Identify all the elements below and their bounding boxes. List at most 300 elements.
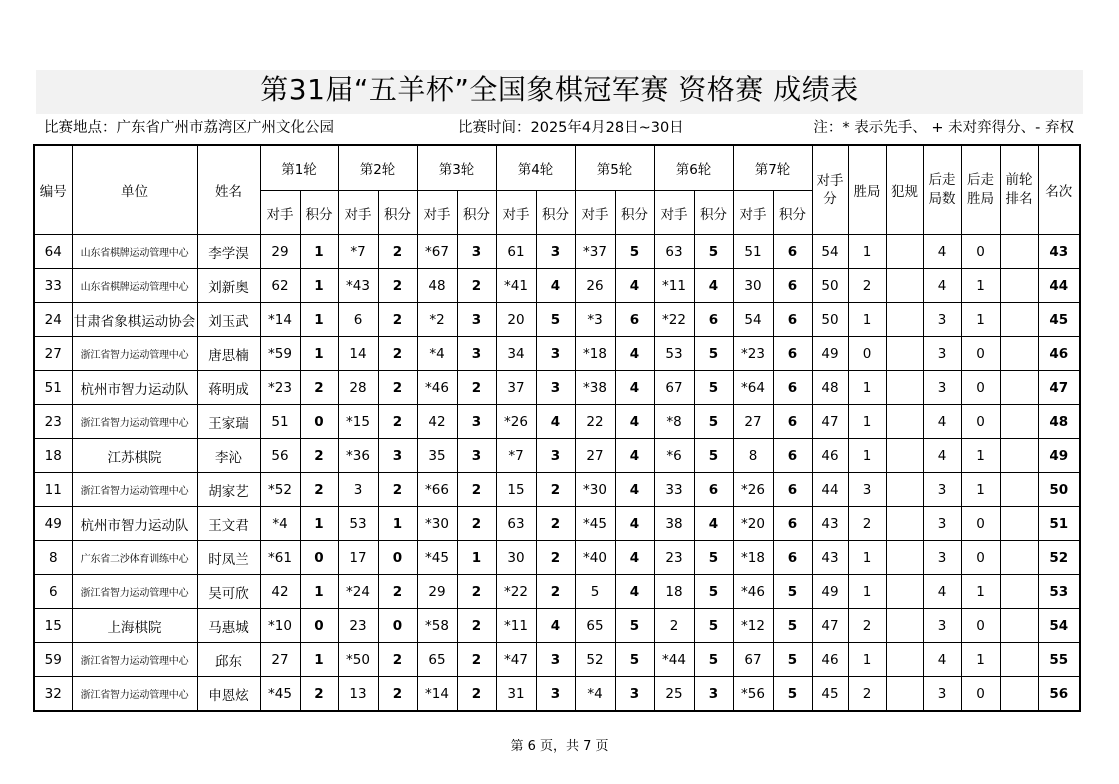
round-points-cell: 1 <box>300 337 338 371</box>
round-points-cell: 5 <box>615 235 654 269</box>
round-points-cell: 3 <box>615 677 654 712</box>
round-opponent-cell: 5 <box>575 575 615 609</box>
round-points-cell: 5 <box>694 371 733 405</box>
round-opponent-cell: *4 <box>417 337 457 371</box>
round-opponent-cell: 38 <box>654 507 694 541</box>
black-wins-cell: 1 <box>961 269 1000 303</box>
round-opponent-cell: *45 <box>575 507 615 541</box>
header-name: 姓名 <box>197 145 260 235</box>
black-wins-cell: 1 <box>961 643 1000 677</box>
round-opponent-cell: 63 <box>496 507 536 541</box>
prev-rank-cell <box>1000 643 1038 677</box>
player-name-cell: 李沁 <box>197 439 260 473</box>
round-opponent-cell: *4 <box>260 507 300 541</box>
round-points-cell: 5 <box>615 609 654 643</box>
black-games-cell: 4 <box>923 575 961 609</box>
unit-cell: 浙江省智力运动管理中心 <box>72 575 197 609</box>
fouls-cell <box>886 303 923 337</box>
table-row <box>34 473 1080 507</box>
round-points-cell: 2 <box>300 677 338 712</box>
header-round-7: 第7轮 <box>733 145 812 191</box>
round-opponent-cell: *46 <box>733 575 773 609</box>
round-points-cell: 2 <box>378 405 417 439</box>
player-name-cell: 蒋明成 <box>197 371 260 405</box>
round-points-cell: 0 <box>378 541 417 575</box>
round-points-cell: 6 <box>694 303 733 337</box>
round-opponent-cell: *12 <box>733 609 773 643</box>
header-points: 积分 <box>378 191 417 235</box>
round-opponent-cell: *8 <box>654 405 694 439</box>
round-points-cell: 4 <box>615 405 654 439</box>
round-points-cell: 2 <box>457 643 496 677</box>
opponent-score-cell: 43 <box>812 507 848 541</box>
black-games-cell: 4 <box>923 643 961 677</box>
player-name-cell: 王家瑞 <box>197 405 260 439</box>
wins-cell: 0 <box>848 337 886 371</box>
round-opponent-cell: *23 <box>260 371 300 405</box>
round-opponent-cell: *24 <box>338 575 378 609</box>
fouls-cell <box>886 269 923 303</box>
round-opponent-cell: 53 <box>338 507 378 541</box>
black-games-cell: 3 <box>923 677 961 712</box>
round-points-cell: 3 <box>457 405 496 439</box>
round-points-cell: 2 <box>536 507 575 541</box>
round-points-cell: 2 <box>457 507 496 541</box>
table-body <box>34 235 1080 712</box>
prev-rank-cell <box>1000 439 1038 473</box>
round-points-cell: 3 <box>457 235 496 269</box>
prev-rank-cell <box>1000 541 1038 575</box>
prev-rank-cell <box>1000 269 1038 303</box>
unit-cell: 浙江省智力运动管理中心 <box>72 473 197 507</box>
round-opponent-cell: *50 <box>338 643 378 677</box>
round-opponent-cell: *64 <box>733 371 773 405</box>
fouls-cell <box>886 235 923 269</box>
round-opponent-cell: 65 <box>575 609 615 643</box>
round-opponent-cell: *56 <box>733 677 773 712</box>
black-wins-cell: 0 <box>961 507 1000 541</box>
round-points-cell: 6 <box>773 337 812 371</box>
unit-cell: 江苏棋院 <box>72 439 197 473</box>
black-games-cell: 4 <box>923 269 961 303</box>
black-wins-cell: 1 <box>961 439 1000 473</box>
round-opponent-cell: *6 <box>654 439 694 473</box>
wins-cell: 1 <box>848 371 886 405</box>
round-points-cell: 3 <box>694 677 733 712</box>
round-opponent-cell: *18 <box>733 541 773 575</box>
rank-cell: 44 <box>1038 269 1080 303</box>
round-opponent-cell: 25 <box>654 677 694 712</box>
round-opponent-cell: 56 <box>260 439 300 473</box>
round-points-cell: 6 <box>773 507 812 541</box>
player-id-cell: 33 <box>34 269 72 303</box>
unit-cell: 广东省二沙体育训练中心 <box>72 541 197 575</box>
round-opponent-cell: 51 <box>260 405 300 439</box>
opponent-score-cell: 47 <box>812 405 848 439</box>
round-opponent-cell: 27 <box>733 405 773 439</box>
round-opponent-cell: *14 <box>417 677 457 712</box>
page-title: 第31届“五羊杯”全国象棋冠军赛 资格赛 成绩表 <box>260 73 859 106</box>
fouls-cell <box>886 643 923 677</box>
wins-cell: 2 <box>848 677 886 712</box>
opponent-score-cell: 45 <box>812 677 848 712</box>
round-opponent-cell: *44 <box>654 643 694 677</box>
prev-rank-cell <box>1000 609 1038 643</box>
round-opponent-cell: *36 <box>338 439 378 473</box>
round-opponent-cell: 62 <box>260 269 300 303</box>
round-points-cell: 4 <box>694 507 733 541</box>
player-id-cell: 23 <box>34 405 72 439</box>
round-opponent-cell: *15 <box>338 405 378 439</box>
player-name-cell: 吴可欣 <box>197 575 260 609</box>
table-row <box>34 677 1080 712</box>
round-points-cell: 3 <box>457 439 496 473</box>
round-opponent-cell: *61 <box>260 541 300 575</box>
header-points: 积分 <box>300 191 338 235</box>
black-wins-cell: 1 <box>961 473 1000 507</box>
black-wins-cell: 0 <box>961 337 1000 371</box>
round-points-cell: 4 <box>615 541 654 575</box>
round-opponent-cell: 8 <box>733 439 773 473</box>
black-wins-cell: 1 <box>961 303 1000 337</box>
unit-cell: 浙江省智力运动管理中心 <box>72 677 197 712</box>
opponent-score-cell: 48 <box>812 371 848 405</box>
round-points-cell: 6 <box>773 269 812 303</box>
player-id-cell: 32 <box>34 677 72 712</box>
round-opponent-cell: 28 <box>338 371 378 405</box>
round-points-cell: 2 <box>457 677 496 712</box>
round-points-cell: 3 <box>536 677 575 712</box>
round-opponent-cell: 31 <box>496 677 536 712</box>
round-opponent-cell: *41 <box>496 269 536 303</box>
round-points-cell: 5 <box>694 575 733 609</box>
header-black-games: 后走局数 <box>923 145 961 235</box>
player-id-cell: 51 <box>34 371 72 405</box>
round-points-cell: 3 <box>536 235 575 269</box>
prev-rank-cell <box>1000 677 1038 712</box>
round-points-cell: 5 <box>773 677 812 712</box>
player-name-cell: 刘玉武 <box>197 303 260 337</box>
round-points-cell: 6 <box>773 439 812 473</box>
rank-cell: 47 <box>1038 371 1080 405</box>
rank-cell: 55 <box>1038 643 1080 677</box>
round-points-cell: 0 <box>300 541 338 575</box>
black-games-cell: 3 <box>923 371 961 405</box>
round-points-cell: 5 <box>694 643 733 677</box>
opponent-score-cell: 44 <box>812 473 848 507</box>
round-opponent-cell: 13 <box>338 677 378 712</box>
round-points-cell: 6 <box>615 303 654 337</box>
round-points-cell: 3 <box>457 303 496 337</box>
round-points-cell: 1 <box>300 269 338 303</box>
fouls-cell <box>886 677 923 712</box>
round-points-cell: 4 <box>615 337 654 371</box>
black-games-cell: 3 <box>923 473 961 507</box>
round-opponent-cell: *4 <box>575 677 615 712</box>
black-games-cell: 3 <box>923 541 961 575</box>
round-opponent-cell: *7 <box>496 439 536 473</box>
round-points-cell: 0 <box>300 405 338 439</box>
round-opponent-cell: *52 <box>260 473 300 507</box>
header-opponent: 对手 <box>417 191 457 235</box>
player-name-cell: 马惠城 <box>197 609 260 643</box>
fouls-cell <box>886 575 923 609</box>
round-points-cell: 1 <box>300 303 338 337</box>
black-games-cell: 4 <box>923 235 961 269</box>
fouls-cell <box>886 405 923 439</box>
unit-cell: 浙江省智力运动管理中心 <box>72 405 197 439</box>
time-info: 比赛时间：2025年4月28日~30日 <box>458 120 684 136</box>
round-opponent-cell: 27 <box>260 643 300 677</box>
header-points: 积分 <box>457 191 496 235</box>
page-footer: 第 6 页，共 7 页 <box>510 739 609 754</box>
opponent-score-cell: 54 <box>812 235 848 269</box>
round-points-cell: 5 <box>615 643 654 677</box>
table-row <box>34 507 1080 541</box>
round-points-cell: 2 <box>457 609 496 643</box>
round-points-cell: 1 <box>378 507 417 541</box>
header-unit: 单位 <box>72 145 197 235</box>
round-points-cell: 2 <box>457 269 496 303</box>
player-id-cell: 49 <box>34 507 72 541</box>
round-points-cell: 4 <box>615 269 654 303</box>
round-opponent-cell: *22 <box>654 303 694 337</box>
round-points-cell: 5 <box>694 609 733 643</box>
wins-cell: 2 <box>848 269 886 303</box>
rank-cell: 48 <box>1038 405 1080 439</box>
black-games-cell: 3 <box>923 303 961 337</box>
venue-info: 比赛地点：广东省广州市荔湾区广州文化公园 <box>44 120 334 136</box>
black-wins-cell: 0 <box>961 609 1000 643</box>
round-opponent-cell: 29 <box>260 235 300 269</box>
round-opponent-cell: 53 <box>654 337 694 371</box>
round-points-cell: 5 <box>694 541 733 575</box>
round-opponent-cell: 6 <box>338 303 378 337</box>
round-opponent-cell: *38 <box>575 371 615 405</box>
round-points-cell: 2 <box>300 473 338 507</box>
rank-cell: 56 <box>1038 677 1080 712</box>
round-points-cell: 5 <box>694 235 733 269</box>
round-opponent-cell: *18 <box>575 337 615 371</box>
unit-cell: 浙江省智力运动管理中心 <box>72 337 197 371</box>
round-opponent-cell: *30 <box>417 507 457 541</box>
round-points-cell: 1 <box>300 507 338 541</box>
round-points-cell: 2 <box>536 473 575 507</box>
player-id-cell: 18 <box>34 439 72 473</box>
round-opponent-cell: 42 <box>260 575 300 609</box>
player-id-cell: 27 <box>34 337 72 371</box>
header-opponent: 对手 <box>733 191 773 235</box>
round-opponent-cell: *14 <box>260 303 300 337</box>
round-points-cell: 6 <box>773 473 812 507</box>
round-opponent-cell: *30 <box>575 473 615 507</box>
header-round-4: 第4轮 <box>496 145 575 191</box>
round-opponent-cell: 67 <box>654 371 694 405</box>
round-opponent-cell: *37 <box>575 235 615 269</box>
round-points-cell: 5 <box>694 439 733 473</box>
round-points-cell: 4 <box>615 371 654 405</box>
header-points: 积分 <box>694 191 733 235</box>
round-opponent-cell: *45 <box>260 677 300 712</box>
wins-cell: 3 <box>848 473 886 507</box>
round-points-cell: 2 <box>378 269 417 303</box>
round-points-cell: 4 <box>536 405 575 439</box>
round-opponent-cell: *67 <box>417 235 457 269</box>
table-row <box>34 371 1080 405</box>
player-id-cell: 59 <box>34 643 72 677</box>
round-opponent-cell: 34 <box>496 337 536 371</box>
player-name-cell: 时凤兰 <box>197 541 260 575</box>
wins-cell: 2 <box>848 609 886 643</box>
round-points-cell: 6 <box>773 235 812 269</box>
round-opponent-cell: 17 <box>338 541 378 575</box>
round-points-cell: 6 <box>773 371 812 405</box>
round-opponent-cell: 14 <box>338 337 378 371</box>
player-name-cell: 申恩炫 <box>197 677 260 712</box>
fouls-cell <box>886 439 923 473</box>
rank-cell: 43 <box>1038 235 1080 269</box>
player-name-cell: 王文君 <box>197 507 260 541</box>
player-name-cell: 胡家艺 <box>197 473 260 507</box>
round-opponent-cell: 51 <box>733 235 773 269</box>
header-id: 编号 <box>34 145 72 235</box>
round-points-cell: 2 <box>378 337 417 371</box>
player-id-cell: 24 <box>34 303 72 337</box>
round-opponent-cell: 23 <box>338 609 378 643</box>
round-points-cell: 2 <box>457 575 496 609</box>
round-opponent-cell: 54 <box>733 303 773 337</box>
round-points-cell: 5 <box>773 643 812 677</box>
unit-cell: 杭州市智力运动队 <box>72 371 197 405</box>
round-points-cell: 2 <box>378 235 417 269</box>
round-opponent-cell: 37 <box>496 371 536 405</box>
round-opponent-cell: 3 <box>338 473 378 507</box>
table-row <box>34 541 1080 575</box>
round-opponent-cell: *66 <box>417 473 457 507</box>
prev-rank-cell <box>1000 405 1038 439</box>
black-wins-cell: 0 <box>961 405 1000 439</box>
black-wins-cell: 0 <box>961 371 1000 405</box>
round-points-cell: 2 <box>300 371 338 405</box>
round-opponent-cell: 30 <box>733 269 773 303</box>
prev-rank-cell <box>1000 303 1038 337</box>
round-points-cell: 2 <box>536 575 575 609</box>
legend-note: 注：* 表示先手、 + 未对弈得分、- 弃权 <box>813 120 1074 136</box>
header-points: 积分 <box>773 191 812 235</box>
black-wins-cell: 0 <box>961 677 1000 712</box>
round-points-cell: 2 <box>536 541 575 575</box>
round-points-cell: 1 <box>300 643 338 677</box>
round-points-cell: 6 <box>773 303 812 337</box>
unit-cell: 浙江省智力运动管理中心 <box>72 643 197 677</box>
opponent-score-cell: 46 <box>812 439 848 473</box>
round-opponent-cell: 20 <box>496 303 536 337</box>
fouls-cell <box>886 473 923 507</box>
header-points: 积分 <box>536 191 575 235</box>
round-opponent-cell: 22 <box>575 405 615 439</box>
round-points-cell: 6 <box>694 473 733 507</box>
round-opponent-cell: *59 <box>260 337 300 371</box>
round-opponent-cell: *11 <box>496 609 536 643</box>
table-row <box>34 303 1080 337</box>
unit-cell: 山东省棋牌运动管理中心 <box>72 235 197 269</box>
black-games-cell: 3 <box>923 337 961 371</box>
prev-rank-cell <box>1000 371 1038 405</box>
table-row <box>34 575 1080 609</box>
opponent-score-cell: 50 <box>812 269 848 303</box>
opponent-score-cell: 49 <box>812 337 848 371</box>
header-opponent: 对手 <box>496 191 536 235</box>
table-row <box>34 269 1080 303</box>
round-points-cell: 4 <box>615 439 654 473</box>
header-round-5: 第5轮 <box>575 145 654 191</box>
opponent-score-cell: 50 <box>812 303 848 337</box>
rank-cell: 45 <box>1038 303 1080 337</box>
header-prev-rank: 前轮排名 <box>1000 145 1038 235</box>
rank-cell: 46 <box>1038 337 1080 371</box>
round-points-cell: 6 <box>773 541 812 575</box>
round-opponent-cell: *10 <box>260 609 300 643</box>
round-points-cell: 3 <box>457 337 496 371</box>
round-points-cell: 2 <box>457 473 496 507</box>
header-opponent: 对手 <box>654 191 694 235</box>
round-opponent-cell: 2 <box>654 609 694 643</box>
black-games-cell: 3 <box>923 507 961 541</box>
round-points-cell: 0 <box>300 609 338 643</box>
player-id-cell: 11 <box>34 473 72 507</box>
round-opponent-cell: 26 <box>575 269 615 303</box>
rank-cell: 54 <box>1038 609 1080 643</box>
header-wins: 胜局 <box>848 145 886 235</box>
opponent-score-cell: 49 <box>812 575 848 609</box>
round-points-cell: 4 <box>536 269 575 303</box>
round-opponent-cell: 35 <box>417 439 457 473</box>
unit-cell: 甘肃省象棋运动协会 <box>72 303 197 337</box>
player-id-cell: 6 <box>34 575 72 609</box>
round-points-cell: 3 <box>378 439 417 473</box>
black-wins-cell: 0 <box>961 541 1000 575</box>
round-opponent-cell: 18 <box>654 575 694 609</box>
wins-cell: 1 <box>848 439 886 473</box>
unit-cell: 山东省棋牌运动管理中心 <box>72 269 197 303</box>
wins-cell: 1 <box>848 541 886 575</box>
table-row <box>34 609 1080 643</box>
round-opponent-cell: 67 <box>733 643 773 677</box>
round-opponent-cell: 33 <box>654 473 694 507</box>
round-opponent-cell: 29 <box>417 575 457 609</box>
fouls-cell <box>886 507 923 541</box>
opponent-score-cell: 47 <box>812 609 848 643</box>
player-name-cell: 唐思楠 <box>197 337 260 371</box>
unit-cell: 上海棋院 <box>72 609 197 643</box>
header-points: 积分 <box>615 191 654 235</box>
player-id-cell: 15 <box>34 609 72 643</box>
round-opponent-cell: *2 <box>417 303 457 337</box>
header-round-1: 第1轮 <box>260 145 338 191</box>
round-points-cell: 2 <box>378 677 417 712</box>
fouls-cell <box>886 371 923 405</box>
rank-cell: 52 <box>1038 541 1080 575</box>
round-opponent-cell: *3 <box>575 303 615 337</box>
round-points-cell: 2 <box>457 371 496 405</box>
round-opponent-cell: *46 <box>417 371 457 405</box>
round-opponent-cell: 27 <box>575 439 615 473</box>
black-games-cell: 4 <box>923 405 961 439</box>
round-points-cell: 5 <box>773 575 812 609</box>
header-round-6: 第6轮 <box>654 145 733 191</box>
player-name-cell: 李学淏 <box>197 235 260 269</box>
round-opponent-cell: *47 <box>496 643 536 677</box>
